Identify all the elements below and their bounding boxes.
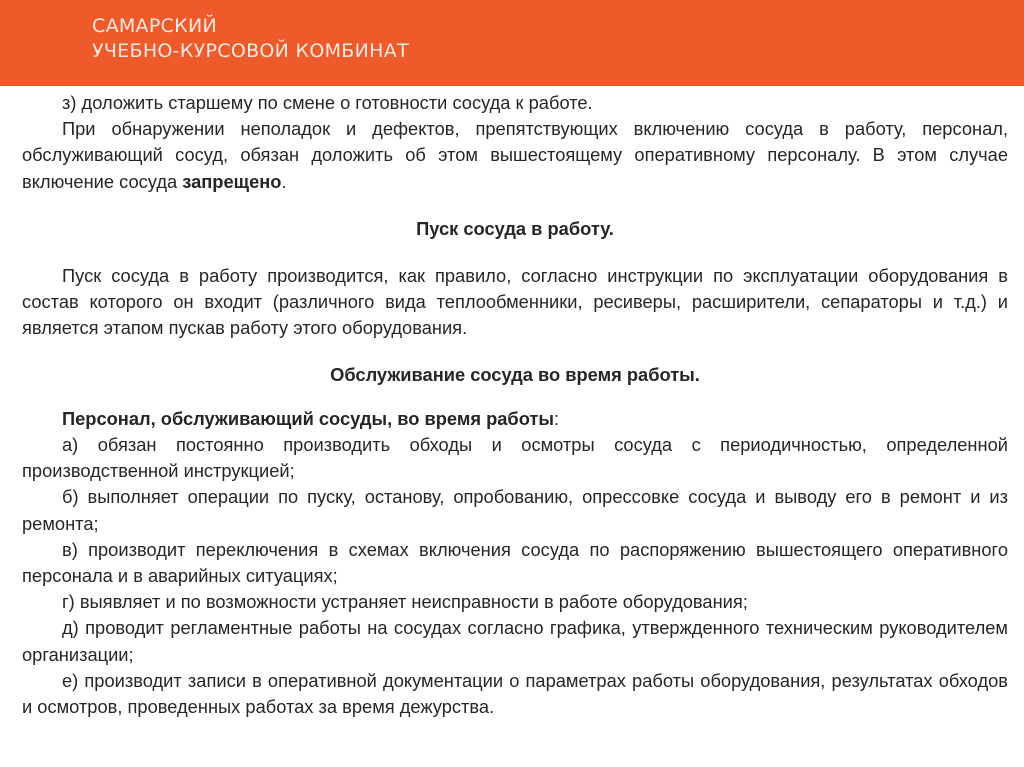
header-bar <box>0 0 1024 86</box>
item-e: е) производит записи в оперативной документации о параметрах работы оборудования, результатах обходов и осмотров, проведенных работах за время дежурства. <box>22 669 1008 718</box>
heading-service: Обслуживание сосуда во время работы. <box>330 363 700 385</box>
staff-bold: Персонал, обслуживающий сосуды, во время работы <box>62 407 554 429</box>
staff-colon: : <box>554 407 560 429</box>
item-g: г) выявляет и по возможности устраняет неисправности в работе оборудования; <box>62 591 748 613</box>
spacer <box>22 195 1008 216</box>
item-d: д) проводит регламентные работы на сосудах согласно графика, утвержденного техническим руководителем организации; <box>22 617 1008 665</box>
staff-intro <box>22 406 1008 432</box>
item-a: а) обязан постоянно производить обходы и осмотры сосуда с периодичностью, определенной производственной инструкцией; <box>22 434 1008 482</box>
brand-line-2: УЧЕБНО-КУРСОВОЙ КОМБИНАТ <box>92 40 409 62</box>
brand-line-1: САМАРСКИЙ <box>92 15 217 37</box>
item-z: з) доложить старшему по смене о готовности сосуда к работе. <box>62 92 593 113</box>
heading-start: Пуск сосуда в работу. <box>416 217 614 239</box>
item-v: в) производит переключения в схемах включения сосуда по распоряжению вышестоящего оперативного персонала и в аварийных ситуациях; <box>22 538 1008 587</box>
brand-logo-text <box>92 14 409 64</box>
defects-end: . <box>281 170 287 192</box>
defects-text: При обнаружении неполадок и дефектов, препятствующих включению сосуда в работу, персонал, обслуживающий сосуд, обязан доложить об этом вышестоящему оперативному персоналу. В этом случае включение сосуда <box>22 118 1008 192</box>
start-paragraph: Пуск сосуда в работу производится, как правило, согласно инструкции по эксплуатации оборудования в состав которого он входит (различного вида теплообменники, ресиверы, расширители, сепараторы и т.д.) и является этапом пускав работу этого оборудования. <box>22 265 1008 339</box>
spacer <box>22 342 1008 362</box>
spacer <box>22 388 1008 406</box>
spacer <box>22 242 1008 263</box>
item-b: б) выполняет операции по пуску, останову, опробованию, опрессовке сосуда и выводу его в ремонт и из ремонта; <box>22 486 1008 534</box>
defects-paragraph <box>22 116 1008 195</box>
defects-bold: запрещено <box>182 170 282 192</box>
document-body <box>22 90 1008 720</box>
